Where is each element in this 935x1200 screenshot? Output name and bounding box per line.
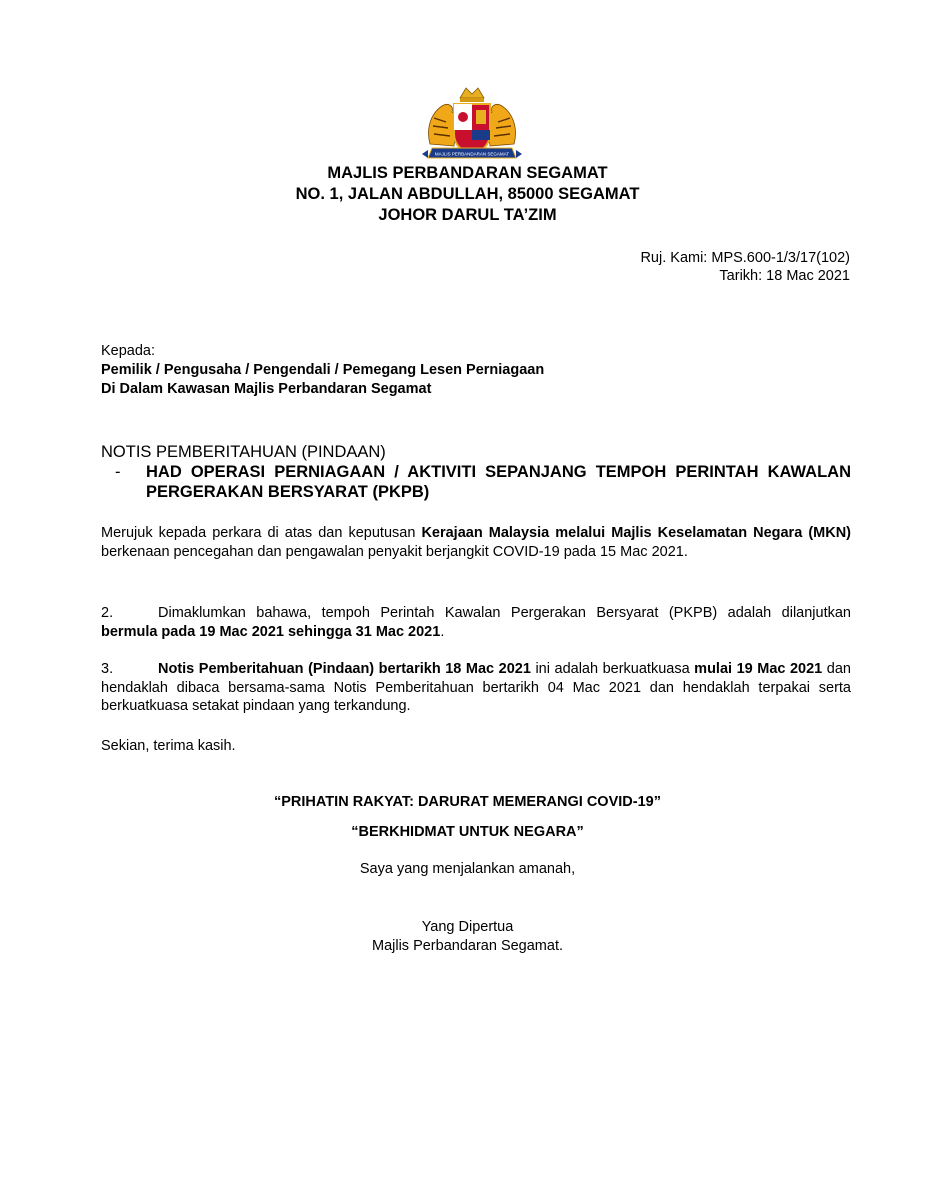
letter-date: Tarikh: 18 Mac 2021 — [719, 268, 850, 284]
p2-number: 2. — [101, 605, 114, 621]
subject-dash: - — [115, 463, 121, 481]
p2-text-c: . — [440, 623, 445, 640]
p2-text-bold: bermula pada 19 Mac 2021 sehingga 31 Mac 2021 — [101, 623, 441, 640]
org-name: MAJLIS PERBANDARAN SEGAMAT — [327, 164, 608, 182]
p2-text-a: Dimaklumkan bahawa, tempoh Perintah Kawalan Pergerakan Bersyarat (PKPB) adalah dilanjutkan — [158, 605, 851, 621]
closing-line: Sekian, terima kasih. — [101, 738, 236, 754]
subject-text: HAD OPERASI PERNIAGAAN / AKTIVITI SEPANJANG TEMPOH PERINTAH KAWALAN PERGERAKAN BERSYARAT (PKPB) — [146, 463, 851, 501]
p3-text-bold-c: mulai 19 Mac 2021 — [694, 661, 823, 677]
reference-block — [640, 249, 850, 285]
slogan-1: “PRIHATIN RAKYAT: DARURAT MEMERANGI COVID-19” — [274, 794, 661, 810]
p1-text-a: Merujuk kepada perkara di atas dan keputusan — [101, 525, 422, 541]
p1-text-c: berkenaan pencegahan dan pengawalan penyakit berjangkit COVID-19 pada 15 Mac 2021. — [101, 543, 688, 560]
paragraph-3 — [101, 660, 851, 716]
slogan-2: “BERKHIDMAT UNTUK NEGARA” — [351, 824, 584, 840]
paragraph-2 — [101, 604, 851, 641]
coat-of-arms-logo — [416, 84, 528, 164]
p3-number: 3. — [101, 661, 114, 677]
letterhead — [0, 163, 935, 226]
subject-block — [101, 442, 851, 502]
recipient-label: Kepada: — [101, 343, 156, 359]
p1-text-bold: Kerajaan Malaysia melalui Majlis Keselamatan Negara (MKN) — [421, 525, 851, 541]
org-address: NO. 1, JALAN ABDULLAH, 85000 SEGAMAT — [295, 185, 640, 203]
recipient-line-2: Di Dalam Kawasan Majlis Perbandaran Segamat — [101, 381, 432, 397]
org-state: JOHOR DARUL TA’ZIM — [378, 206, 557, 224]
trust-line: Saya yang menjalankan amanah, — [359, 861, 576, 877]
recipient-line-1: Pemilik / Pengusaha / Pengendali / Pemegang Lesen Perniagaan — [101, 362, 545, 378]
recipient-block — [101, 342, 544, 399]
signatory-title: Yang Dipertua — [421, 919, 514, 935]
crest-motto-text: MAJLIS PERBANDARAN SEGAMAT — [434, 151, 510, 157]
p3-text-b: ini adalah berkuatkuasa — [530, 661, 695, 677]
p3-text-d: dan hendaklah dibaca bersama-sama Notis Pemberitahuan bertarikh 04 Mac 2021 dan hendaklah terpakai serta berkuatkuasa setakat pindaan yang terkandung. — [101, 661, 851, 714]
subject-title: NOTIS PEMBERITAHUAN (PINDAAN) — [101, 443, 386, 461]
reference-number: Ruj. Kami: MPS.600-1/3/17(102) — [640, 250, 850, 266]
p3-text-bold-a: Notis Pemberitahuan (Pindaan) bertarikh 18 Mac 2021 — [158, 661, 531, 677]
signatory-block — [0, 918, 935, 956]
signatory-org: Majlis Perbandaran Segamat. — [371, 938, 564, 954]
paragraph-1 — [101, 524, 851, 561]
